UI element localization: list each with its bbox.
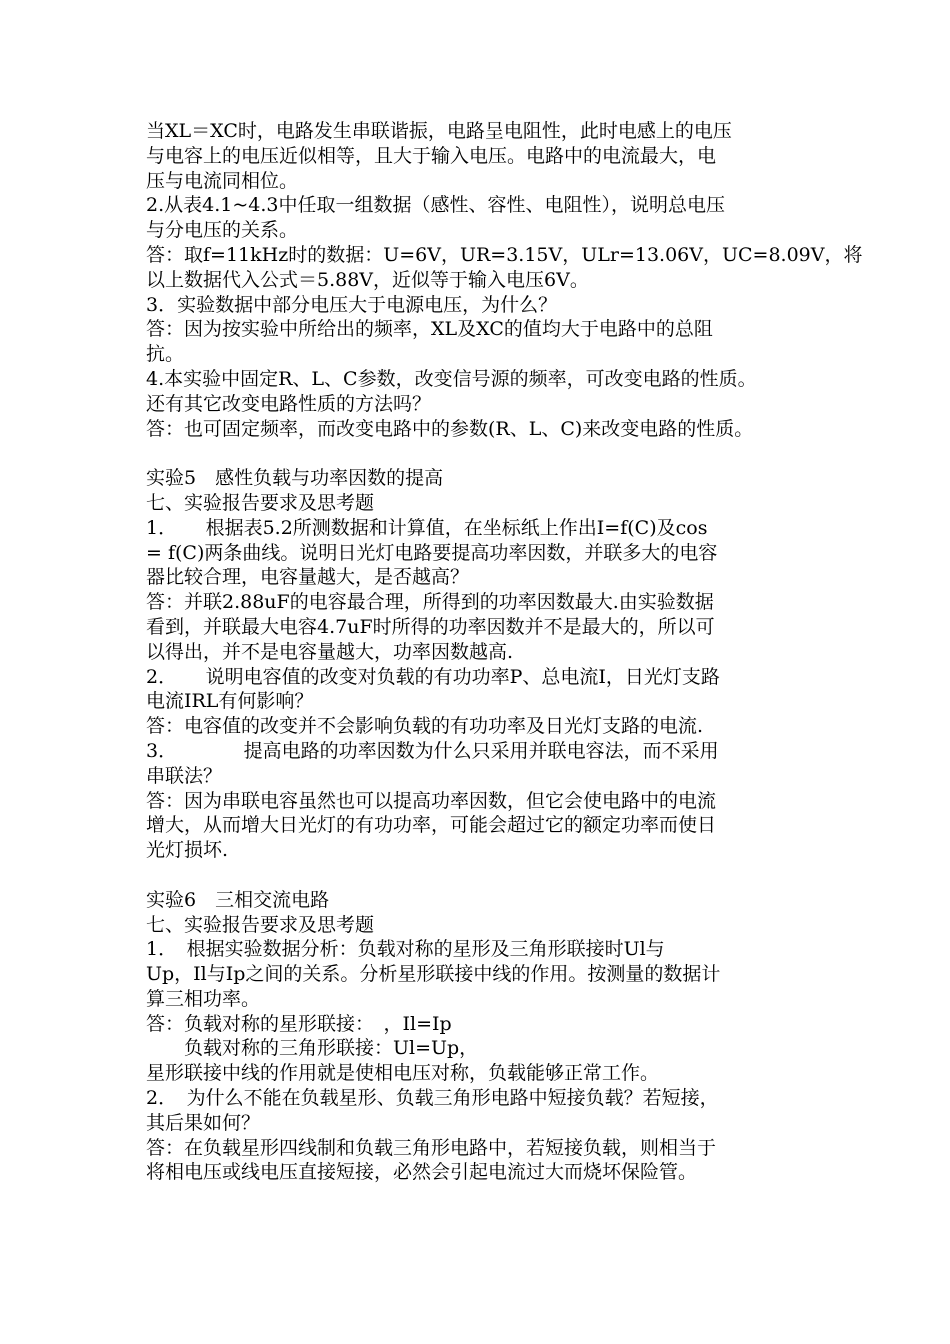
text-line: 电流IRL有何影响？ <box>146 690 314 713</box>
text-line: 器比较合理，电容量越大，是否越高？ <box>146 566 470 589</box>
text-line: 星形联接中线的作用就是使相电压对称，负载能够正常工作。 <box>146 1062 660 1085</box>
question-line: 1． 根据表5.2所测数据和计算值，在坐标纸上作出I=f(C)及cos <box>146 516 708 539</box>
text-line: 与电容上的电压近似相等，且大于输入电压。电路中的电流最大，电 <box>146 144 717 167</box>
text-line: 增大，从而增大日光灯的有功功率，可能会超过它的额定功率而使日 <box>146 814 717 837</box>
question-line: 4.本实验中固定R、L、C参数，改变信号源的频率，可改变电路的性质。 <box>146 367 757 390</box>
text-line: 光灯损坏. <box>146 839 229 862</box>
text-line: 以上数据代入公式＝5.88V，近似等于输入电压6V。 <box>146 268 589 291</box>
text-line: 算三相功率。 <box>146 987 261 1010</box>
answer-line: 答：因为串联电容虽然也可以提高功率因数，但它会使电路中的电流 <box>146 789 717 812</box>
question-line: 1． 根据实验数据分析：负载对称的星形及三角形联接时Ul与 <box>146 938 665 961</box>
question-line: 2.从表4.1~4.3中任取一组数据（感性、容性、电阻性），说明总电压 <box>146 194 725 217</box>
subsection-heading: 七、实验报告要求及思考题 <box>146 913 375 936</box>
blank-line <box>146 441 836 466</box>
text-line: 其后果如何？ <box>146 1111 261 1134</box>
section-heading: 实验5 感性负载与功率因数的提高 <box>146 467 444 490</box>
text-line: 当XL＝XC时，电路发生串联谐振，电路呈电阻性，此时电感上的电压 <box>146 120 732 142</box>
text-line: 看到，并联最大电容4.7uF时所得的功率因数并不是最大的，所以可 <box>146 615 715 638</box>
answer-line: 答：在负载星形四线制和负载三角形电路中，若短接负载，则相当于 <box>146 1136 717 1159</box>
text-line: 负载对称的三角形联接：Ul=Up， <box>146 1037 479 1060</box>
section-experiment-4-answers <box>146 119 863 441</box>
text-line: = f(C)两条曲线。说明日光灯电路要提高功率因数，并联多大的电容 <box>146 541 718 564</box>
text-line: 压与电流同相位。 <box>146 169 299 192</box>
answer-line: 答：因为按实验中所给出的频率，XL及XC的值均大于电路中的总阻 <box>146 318 713 341</box>
subsection-heading: 七、实验报告要求及思考题 <box>146 491 375 514</box>
question-line: 2． 说明电容值的改变对负载的有功功率P、总电流I，日光灯支路 <box>146 665 720 688</box>
answer-line: 答：电容值的改变并不会影响负载的有功功率及日光灯支路的电流. <box>146 715 704 738</box>
question-line: 2． 为什么不能在负载星形、负载三角形电路中短接负载？若短接， <box>146 1087 719 1110</box>
section-heading: 实验6 三相交流电路 <box>146 888 330 911</box>
text-line: 以得出，并不是电容量越大，功率因数越高. <box>146 640 514 663</box>
text-line: 将相电压或线电压直接短接，必然会引起电流过大而烧坏保险管。 <box>146 1161 698 1184</box>
blank-line <box>146 863 836 888</box>
answer-line: 答：并联2.88uF的电容最合理，所得到的功率因数最大.由实验数据 <box>146 591 714 614</box>
section-experiment-6 <box>146 888 836 1186</box>
text-line: 串联法？ <box>146 764 223 787</box>
answer-line: 答：也可固定频率，而改变电路中的参数(R、L、C)来改变电路的性质。 <box>146 417 754 440</box>
answer-line: 答：取f=11kHz时的数据：U=6V，UR=3.15V，ULr=13.06V，UC=8.09V，将 <box>146 243 863 266</box>
question-line: 3． 提高电路的功率因数为什么只采用并联电容法，而不采用 <box>146 739 719 762</box>
text-line: 抗。 <box>146 343 185 366</box>
text-line: Up，Il与Ip之间的关系。分析星形联接中线的作用。按测量的数据计 <box>146 963 721 986</box>
question-line: 3．实验数据中部分电压大于电源电压，为什么？ <box>146 293 558 316</box>
text-line: 还有其它改变电路性质的方法吗？ <box>146 392 432 415</box>
text-line: 与分电压的关系。 <box>146 219 299 242</box>
answer-line: 答：负载对称的星形联接： ，Il=Ip <box>146 1012 452 1035</box>
document-body <box>146 119 863 1185</box>
section-experiment-5 <box>146 466 836 863</box>
